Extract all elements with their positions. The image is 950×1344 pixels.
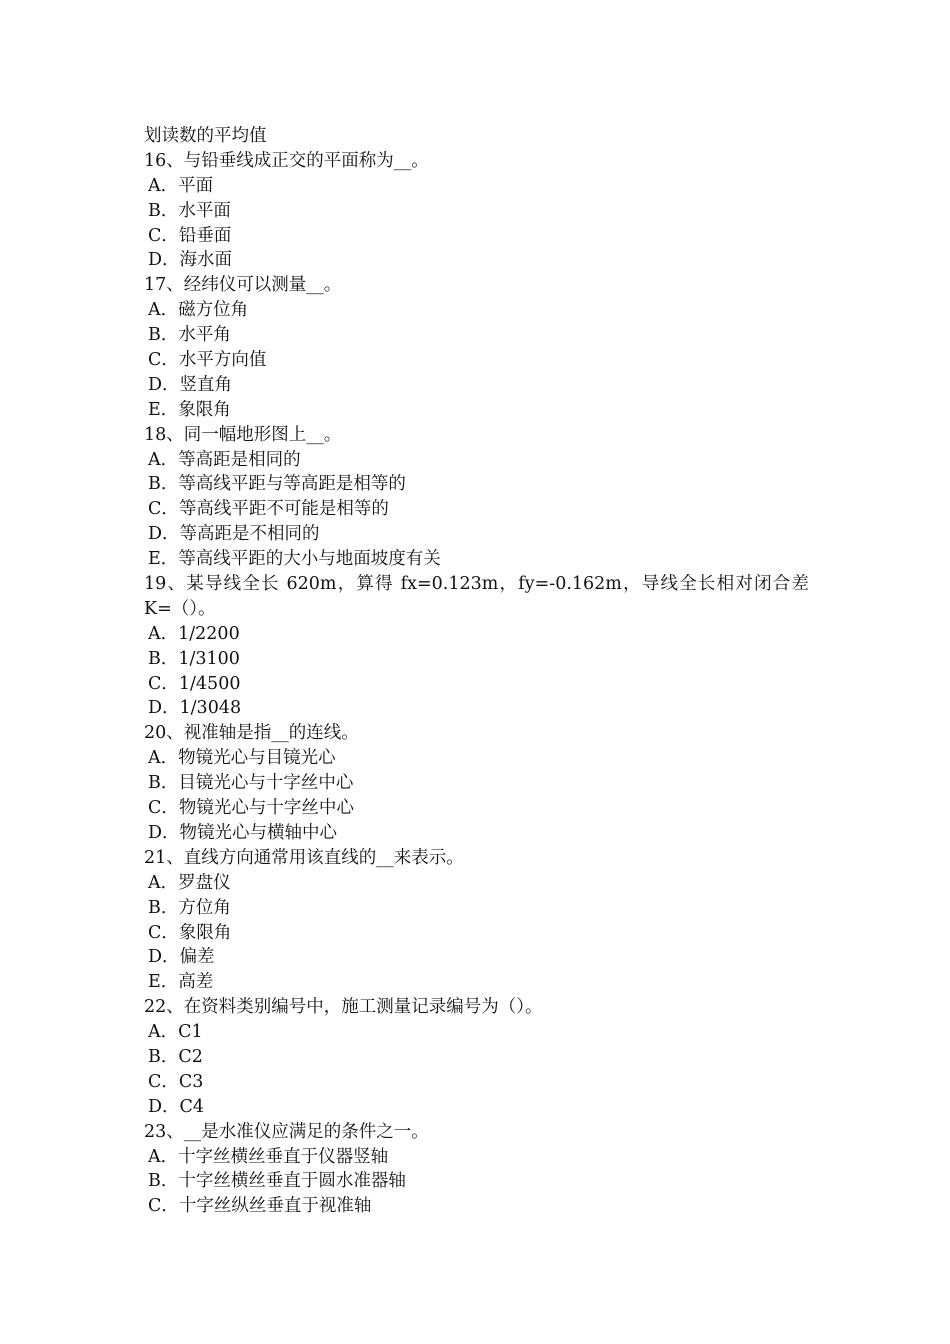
question-stem: 23、__是水准仪应满足的条件之一。 <box>144 1121 429 1142</box>
option-b: B．水平面 <box>148 200 231 221</box>
option-b: B．十字丝横丝垂直于圆水准器轴 <box>148 1171 406 1192</box>
option-a: A．等高距是相同的 <box>148 449 301 470</box>
option-c: C．水平方向值 <box>148 350 267 371</box>
option-d: D．竖直角 <box>148 374 233 395</box>
option-b: B．C2 <box>148 1046 203 1067</box>
option-c: C．十字丝纵丝垂直于视准轴 <box>148 1196 372 1217</box>
option-e: E．高差 <box>148 972 214 993</box>
option-e: E．等高线平距的大小与地面坡度有关 <box>148 549 441 570</box>
question-stem: 17、经纬仪可以测量__。 <box>144 275 342 296</box>
option-b: B．等高线平距与等高距是相等的 <box>148 474 406 495</box>
option-a: A．物镜光心与目镜光心 <box>148 748 336 769</box>
option-b: B．方位角 <box>148 897 231 918</box>
option-a: A．磁方位角 <box>148 300 249 321</box>
option-a: A．C1 <box>148 1022 203 1043</box>
question-stem-line-1: 19、某导线全长 620m，算得 fx=0.123m，fy=-0.162m，导线全长相对闭合差 <box>144 574 809 595</box>
option-c: C．象限角 <box>148 922 232 943</box>
option-b: B．目镜光心与十字丝中心 <box>148 773 354 794</box>
option-a: A．十字丝横丝垂直于仪器竖轴 <box>148 1146 389 1167</box>
option-a: A．1/2200 <box>148 623 240 644</box>
option-d: D．偏差 <box>148 947 215 968</box>
question-stem-line-2: K=（）。 <box>144 598 216 619</box>
question-19 <box>144 572 809 721</box>
option-d: D．海水面 <box>148 250 233 271</box>
question-stem: 18、同一幅地形图上__。 <box>144 424 342 445</box>
question-17 <box>144 273 809 422</box>
option-d: D．1/3048 <box>148 698 242 719</box>
intro-line: 划读数的平均值 <box>144 126 267 146</box>
option-a: A．罗盘仪 <box>148 872 231 893</box>
document-body <box>144 124 809 1219</box>
question-18 <box>144 423 809 572</box>
question-16 <box>144 149 809 273</box>
question-stem: 20、视准轴是指__的连线。 <box>144 723 359 744</box>
option-e: E．象限角 <box>148 399 231 420</box>
option-c: C．1/4500 <box>148 673 241 694</box>
option-c: C．等高线平距不可能是相等的 <box>148 499 389 520</box>
option-c: C．铅垂面 <box>148 225 232 246</box>
option-c: C．C3 <box>148 1071 204 1092</box>
question-22 <box>144 995 809 1119</box>
option-a: A．平面 <box>148 175 214 196</box>
question-23 <box>144 1120 809 1220</box>
question-20 <box>144 721 809 845</box>
question-stem: 16、与铅垂线成正交的平面称为__。 <box>144 150 429 171</box>
option-c: C．物镜光心与十字丝中心 <box>148 798 354 819</box>
question-stem: 22、在资料类别编号中，施工测量记录编号为（）。 <box>144 997 543 1018</box>
option-d: D．等高距是不相同的 <box>148 524 320 545</box>
question-stem: 21、直线方向通常用该直线的__来表示。 <box>144 847 464 868</box>
question-21 <box>144 846 809 995</box>
option-b: B．水平角 <box>148 325 231 346</box>
option-b: B．1/3100 <box>148 648 240 669</box>
option-d: D．C4 <box>148 1096 205 1117</box>
option-d: D．物镜光心与横轴中心 <box>148 822 338 843</box>
